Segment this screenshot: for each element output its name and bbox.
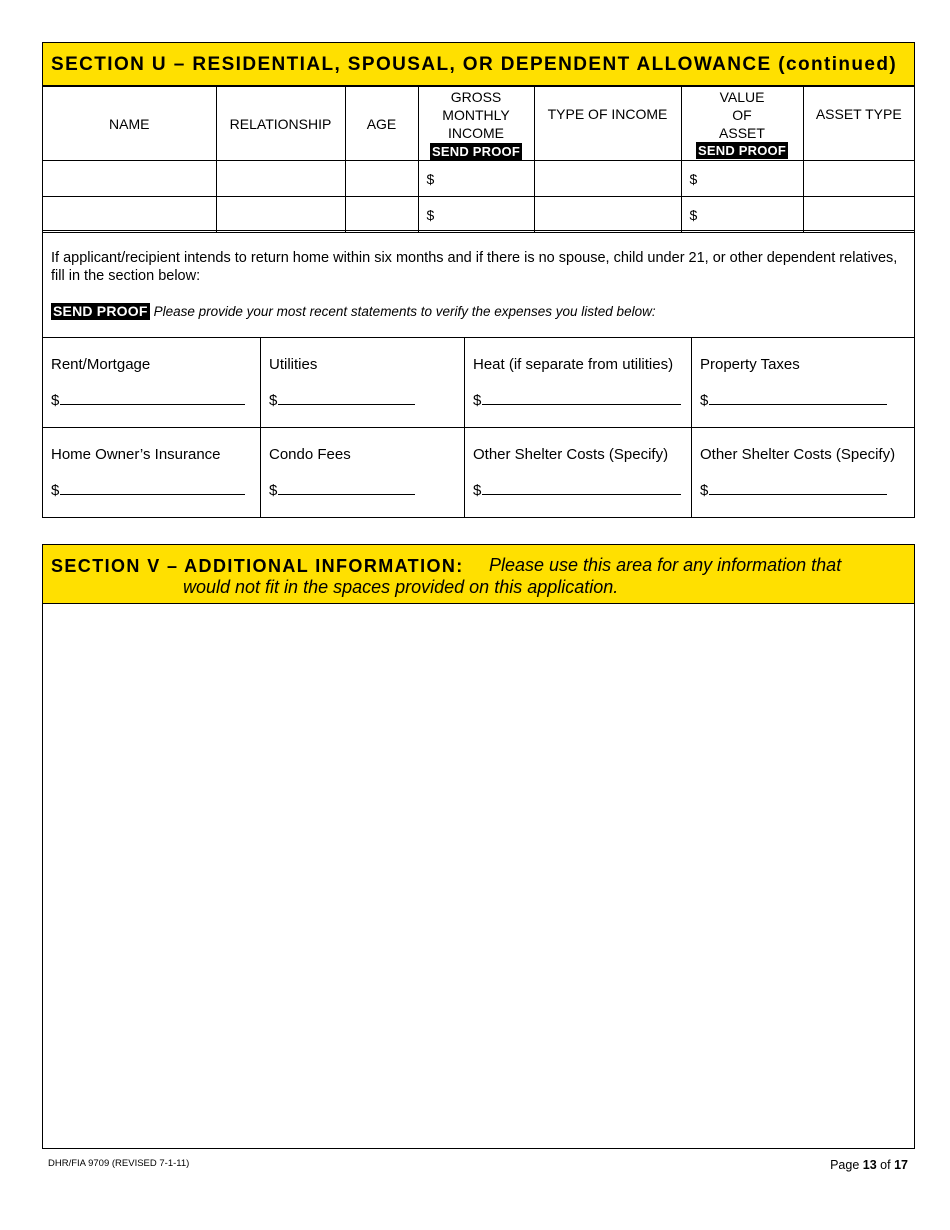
- condo-fees-field: [261, 428, 465, 518]
- section-v-title: SECTION V – ADDITIONAL INFORMATION:: [51, 556, 464, 576]
- name-input[interactable]: [43, 197, 216, 233]
- home-insurance-field: [43, 428, 261, 518]
- section-v-header: [43, 545, 914, 604]
- currency-symbol: $: [473, 392, 482, 409]
- property-taxes-label: Property Taxes: [700, 356, 800, 373]
- asset-type-input[interactable]: [803, 197, 914, 233]
- proof-instruction: Please provide your most recent statements to verify the expenses you listed below:: [153, 304, 656, 319]
- additional-information-textarea[interactable]: [43, 604, 914, 1148]
- asset-type-input[interactable]: [803, 161, 914, 197]
- utilities-input[interactable]: [278, 390, 415, 405]
- rent-mortgage-field: [43, 338, 261, 428]
- currency-symbol: $: [269, 392, 278, 409]
- currency-symbol: $: [426, 206, 435, 223]
- heat-label: Heat (if separate from utilities): [473, 356, 674, 373]
- condo-fees-input[interactable]: [278, 480, 415, 495]
- table-row: [43, 161, 914, 197]
- col-gross-monthly-income-label: GROSS MONTHLY INCOME: [442, 89, 510, 141]
- send-proof-badge: SEND PROOF: [53, 303, 148, 319]
- asset-value-input[interactable]: [681, 197, 803, 233]
- other-shelter-costs-input[interactable]: [482, 480, 681, 495]
- section-u-header: [43, 43, 914, 86]
- section-v-description-line2: would not fit in the spaces provided on this application.: [183, 577, 619, 597]
- age-input[interactable]: [345, 161, 418, 197]
- rent-mortgage-input[interactable]: [60, 390, 245, 405]
- page-current: 13: [862, 1158, 877, 1172]
- dependent-table: [43, 86, 914, 233]
- send-proof-badge: SEND PROOF: [698, 143, 786, 158]
- table-row: [43, 197, 914, 233]
- page-number: [830, 1158, 908, 1172]
- type-of-income-input[interactable]: [534, 197, 681, 233]
- property-taxes-input[interactable]: [709, 390, 887, 405]
- condo-fees-label: Condo Fees: [269, 446, 351, 463]
- col-asset-type: ASSET TYPE: [803, 87, 914, 161]
- shelter-costs-grid: [43, 338, 914, 518]
- col-age: AGE: [345, 87, 418, 161]
- currency-symbol: $: [700, 392, 709, 409]
- name-input[interactable]: [43, 161, 216, 197]
- return-home-note: [43, 230, 914, 338]
- page-of: of: [880, 1158, 891, 1172]
- home-insurance-input[interactable]: [60, 480, 245, 495]
- currency-symbol: $: [269, 482, 278, 499]
- other-shelter-costs-label: Other Shelter Costs (Specify): [473, 446, 669, 463]
- relationship-input[interactable]: [216, 197, 345, 233]
- home-insurance-label: Home Owner’s Insurance: [51, 446, 221, 463]
- other-shelter-costs-input[interactable]: [709, 480, 887, 495]
- col-type-of-income: TYPE OF INCOME: [534, 87, 681, 161]
- col-value-of-asset: [681, 87, 803, 161]
- other-shelter-costs-label: Other Shelter Costs (Specify): [700, 446, 896, 463]
- currency-symbol: $: [689, 206, 698, 223]
- currency-symbol: $: [426, 170, 435, 187]
- currency-symbol: $: [700, 482, 709, 499]
- proof-instruction-line: [51, 303, 656, 320]
- col-gross-monthly-income: [418, 87, 534, 161]
- send-proof-badge: SEND PROOF: [432, 144, 520, 159]
- section-u: [42, 42, 915, 518]
- section-v: [42, 544, 915, 1149]
- type-of-income-input[interactable]: [534, 161, 681, 197]
- asset-value-input[interactable]: [681, 161, 803, 197]
- page-label: Page: [830, 1158, 860, 1172]
- utilities-label: Utilities: [269, 356, 318, 373]
- currency-symbol: $: [689, 170, 698, 187]
- rent-mortgage-label: Rent/Mortgage: [51, 356, 151, 373]
- form-identifier: DHR/FIA 9709 (REVISED 7-1-11): [48, 1158, 190, 1169]
- gross-income-input[interactable]: [418, 161, 534, 197]
- section-v-description-line1: Please use this area for any information that: [489, 555, 842, 575]
- currency-symbol: $: [51, 482, 60, 499]
- property-taxes-field: [692, 338, 914, 428]
- relationship-input[interactable]: [216, 161, 345, 197]
- col-relationship: RELATIONSHIP: [216, 87, 345, 161]
- section-u-title: SECTION U – RESIDENTIAL, SPOUSAL, OR DEPENDENT ALLOWANCE (continued): [51, 54, 898, 75]
- col-name: NAME: [43, 87, 216, 161]
- col-value-of-asset-label: VALUE OF ASSET: [719, 89, 765, 141]
- return-home-instructions: If applicant/recipient intends to return home within six months and if there is no spouse, child under 21, or other dependent relatives, fill in the section below:: [51, 250, 898, 284]
- age-input[interactable]: [345, 197, 418, 233]
- currency-symbol: $: [473, 482, 482, 499]
- other-shelter-costs-field: [692, 428, 914, 518]
- heat-field: [465, 338, 692, 428]
- currency-symbol: $: [51, 392, 60, 409]
- page-total: 17: [894, 1158, 908, 1172]
- dependent-table-header: [43, 87, 914, 161]
- gross-income-input[interactable]: [418, 197, 534, 233]
- heat-input[interactable]: [482, 390, 681, 405]
- utilities-field: [261, 338, 465, 428]
- other-shelter-costs-field: [465, 428, 692, 518]
